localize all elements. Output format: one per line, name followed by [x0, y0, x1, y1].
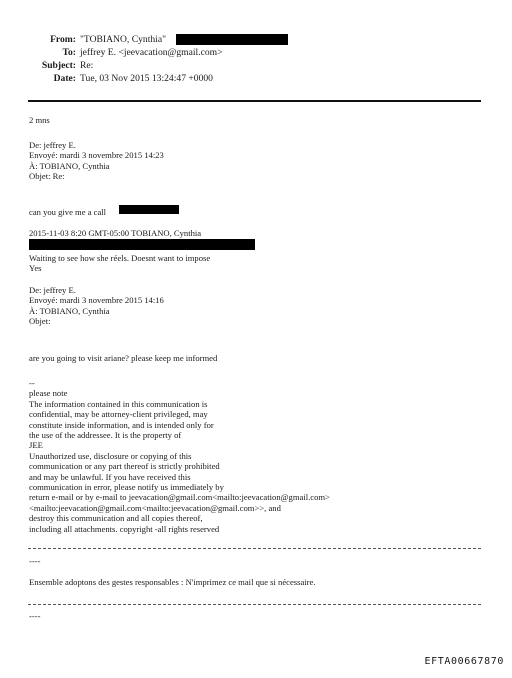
print-notice: Ensemble adoptons des gestes responsables : N'imprimez ce mail que si nécessaire.: [29, 577, 316, 587]
signature-line: destroy this communication and all copies thereof,: [29, 513, 203, 524]
signature-line: Unauthorized use, disclosure or copying of this: [29, 450, 192, 461]
signature-line: communication in error, please notify us immediately by: [29, 482, 224, 493]
dashed-separator: [28, 604, 481, 605]
quoted-subject: Objet:: [29, 316, 51, 327]
from-label: From:: [50, 34, 76, 45]
message-line: Yes: [29, 263, 42, 274]
dashed-separator: [28, 548, 481, 549]
date-row: [0, 73, 512, 85]
to-value: jeffrey E. <jeevacation@gmail.com>: [80, 47, 223, 58]
redaction-block: [176, 34, 288, 45]
redaction-block: [29, 239, 255, 250]
signature-block: [29, 378, 330, 534]
separator-marks: ----: [29, 556, 41, 566]
signature-line: communication or any part thereof is strictly prohibited: [29, 461, 220, 472]
quote-attribution: 2015-11-03 8:20 GMT-05:00 TOBIANO, Cynthia: [29, 228, 202, 238]
quoted-sent: Envoyé: mardi 3 novembre 2015 14:23: [29, 150, 164, 161]
document-id: EFTA00667870: [424, 656, 504, 667]
signature-line: --: [29, 378, 35, 388]
message-reply: [29, 253, 210, 274]
message-line: Waiting to see how she réels. Doesnt want to impose: [29, 253, 211, 263]
signature-line: return e-mail or by e-mail to jeevacation@gmail.com<mailto:jeevacation@gmail.com>: [29, 492, 330, 503]
signature-line: including all attachments. copyright -all rights reserved: [29, 523, 220, 534]
to-row: [0, 47, 512, 59]
subject-row: [0, 60, 512, 72]
redaction-block: [119, 205, 179, 214]
quoted-to: À: TOBIANO, Cynthia: [29, 305, 110, 316]
subject-label: Subject:: [41, 60, 76, 71]
subject-value: Re:: [80, 60, 94, 71]
header-divider: [28, 100, 481, 102]
date-label: Date:: [53, 73, 76, 84]
quoted-from: De: jeffrey E.: [29, 285, 76, 295]
quoted-header-1: [29, 140, 164, 182]
signature-line: confidential, may be attorney-client privileged, may: [29, 409, 208, 420]
date-value: Tue, 03 Nov 2015 13:24:47 +0000: [80, 73, 213, 84]
message-call: can you give me a call: [29, 207, 107, 217]
signature-line: The information contained in this communication is: [29, 398, 208, 409]
signature-line: JEE: [29, 440, 43, 451]
message-visit: are you going to visit ariane? please keep me informed: [29, 353, 218, 363]
signature-line: please note: [29, 388, 68, 399]
signature-line: <mailto:jeevacation@gmail.com<mailto:jeevacation@gmail.com>>, and: [29, 502, 281, 513]
reply-text: 2 mns: [29, 115, 50, 125]
signature-line: and may be unlawful. If you have received this: [29, 471, 191, 482]
signature-line: constitute inside information, and is intended only for: [29, 419, 214, 430]
quoted-subject: Objet: Re:: [29, 171, 65, 182]
quoted-from: De: jeffrey E.: [29, 140, 76, 150]
separator-marks: ----: [29, 611, 41, 621]
signature-line: the use of the addressee. It is the property of: [29, 430, 182, 441]
quoted-to: À: TOBIANO, Cynthia: [29, 160, 110, 171]
quoted-header-2: [29, 285, 164, 327]
quoted-sent: Envoyé: mardi 3 novembre 2015 14:16: [29, 295, 164, 306]
from-value: "TOBIANO, Cynthia": [80, 34, 167, 45]
to-label: To:: [62, 47, 76, 58]
